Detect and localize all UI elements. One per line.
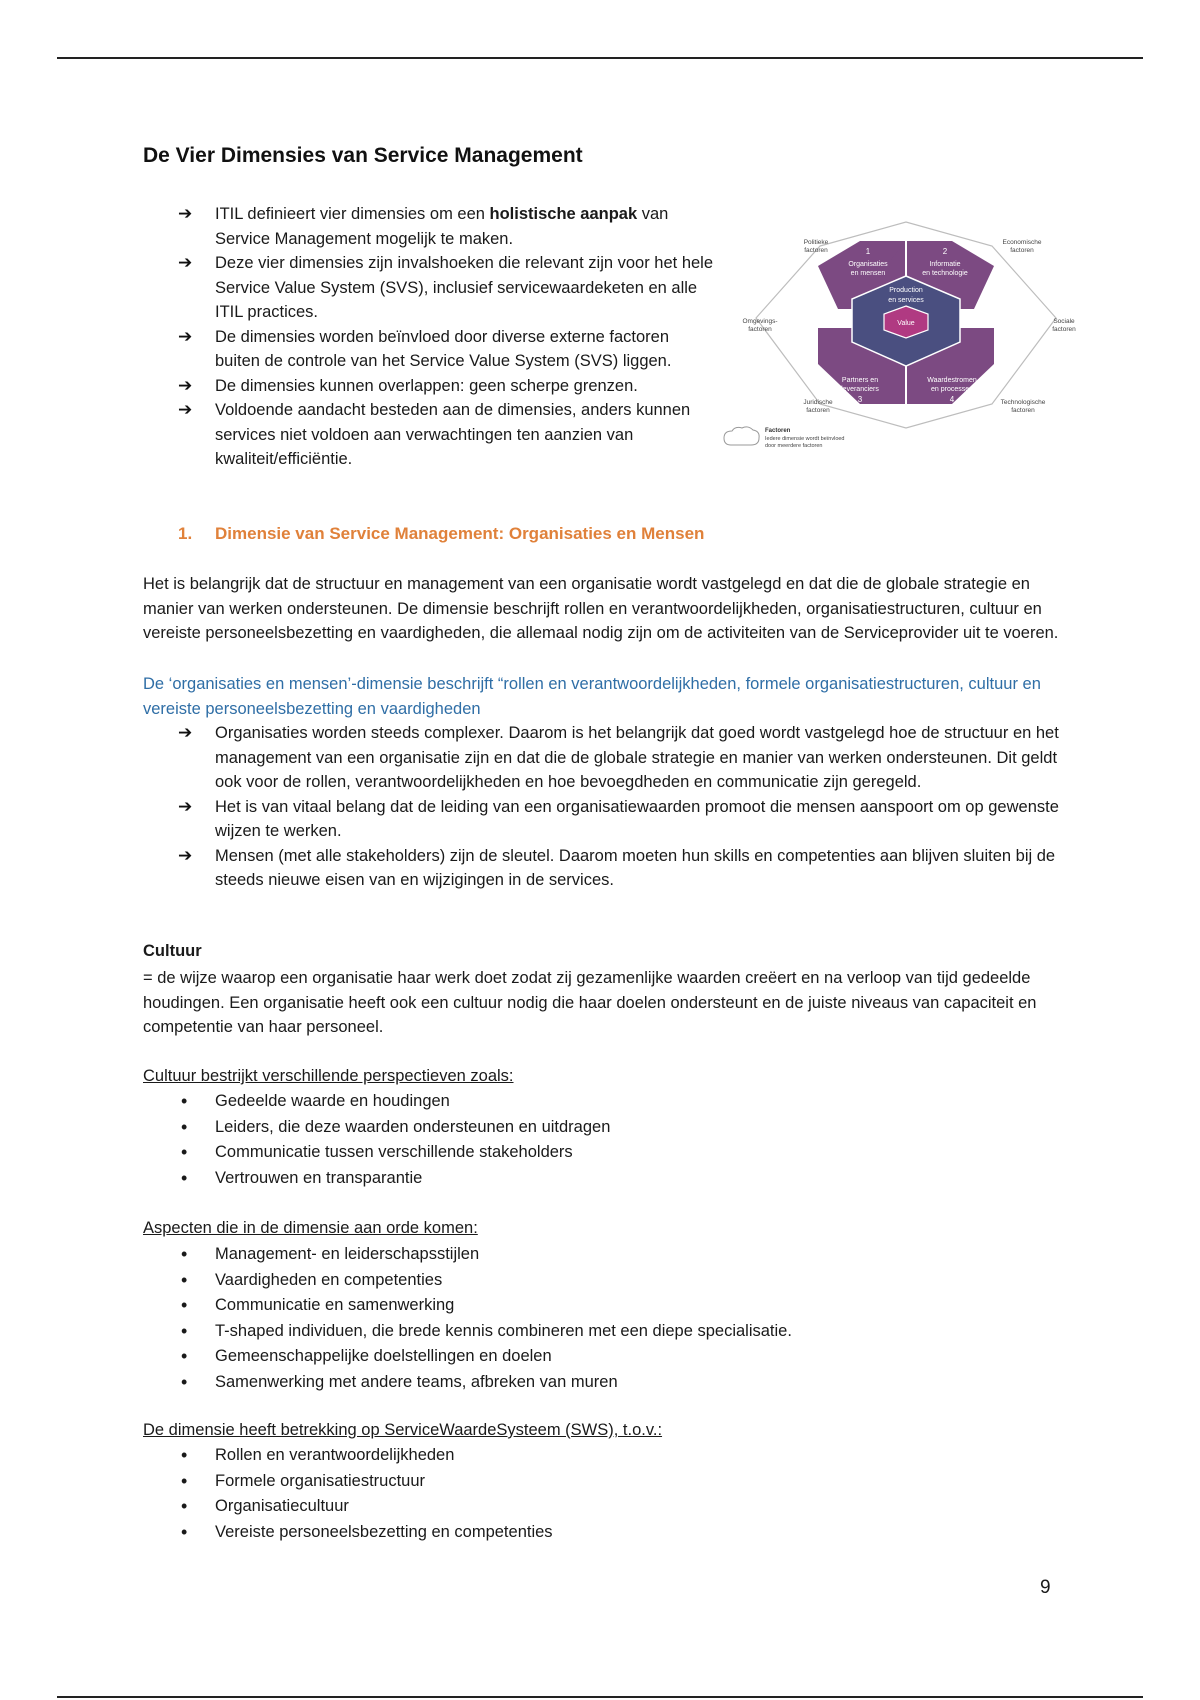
bullet-list bbox=[178, 1242, 1063, 1395]
center-label: Production bbox=[889, 287, 923, 294]
dimension-4-label: Waardestromen bbox=[927, 377, 977, 384]
list-item: • Communicatie tussen verschillende stakeholders bbox=[178, 1140, 1063, 1166]
arrow-right-icon: ➔ bbox=[178, 400, 193, 419]
arrow-right-icon: ➔ bbox=[178, 326, 193, 346]
factor-label: Juridische bbox=[803, 399, 833, 406]
list-item: ➔ Voldoende aandacht besteden aan de dimensies, anders kunnen services niet voldoen aan verwachtingen ten aanzien van kwaliteit/efficiëntie. bbox=[178, 400, 691, 468]
culture-definition: = de wijze waarop een organisatie haar werk doet zodat zij gezamenlijke waarden creëert en na verloop van tijd gedeelde houdingen. Een organisatie heeft ook een cultuur nodig die haar doelen ondersteunt en de juiste niveaus van capaciteit en competentie van haar personeel. bbox=[143, 969, 1037, 1036]
four-dimensions-svg bbox=[720, 214, 1092, 460]
list-item: ➔ ITIL definieert vier dimensies om een holistische aanpak van Service Management mogelijk te maken. bbox=[178, 204, 669, 248]
factor-label: Politieke bbox=[803, 239, 829, 246]
list-heading: Aspecten die in de dimensie aan orde komen: bbox=[143, 1219, 478, 1237]
list-item: • Organisatiecultuur bbox=[178, 1494, 1063, 1520]
bullet-list bbox=[178, 1089, 1063, 1191]
dimension-4-label: en processen bbox=[930, 386, 974, 393]
list-item: • Communicatie en samenwerking bbox=[178, 1293, 1063, 1319]
dimension-2-number: 2 bbox=[942, 247, 948, 256]
factor-label: factoren bbox=[804, 247, 828, 254]
list-item: • Leiders, die deze waarden ondersteunen en uitdragen bbox=[178, 1115, 1063, 1141]
list-item: ➔ Het is van vitaal belang dat de leiding van een organisatiewaarden promoot die mensen aanspoort om op gewenste wijzen te werken. bbox=[178, 796, 1059, 840]
factor-label: Omgevings- bbox=[742, 318, 778, 325]
list-item: ➔ De dimensies worden beïnvloed door diverse externe factoren buiten de controle van het Service Value System (SVS) liggen. bbox=[178, 326, 672, 370]
dimension-4-number: 4 bbox=[949, 395, 955, 404]
list-item: • Vereiste personeelsbezetting en competenties bbox=[178, 1520, 1063, 1546]
arrow-right-icon: ➔ bbox=[178, 723, 193, 742]
legend-text: door meerdere factoren bbox=[765, 443, 823, 449]
page-number: 9 bbox=[1040, 1577, 1051, 1598]
cloud-icon bbox=[724, 427, 759, 445]
list-item: • Vaardigheden en competenties bbox=[178, 1268, 1063, 1294]
dimension-1-number: 1 bbox=[865, 247, 871, 256]
dimension-1-label: Organisaties bbox=[848, 261, 888, 268]
arrow-right-icon: ➔ bbox=[178, 845, 193, 865]
dimension-3-number: 3 bbox=[857, 395, 863, 404]
legend-text: Iedere dimensie wordt beïnvloed bbox=[765, 436, 845, 442]
list-heading: Cultuur bestrijkt verschillende perspectieven zoals: bbox=[143, 1067, 514, 1085]
list-item: • Rollen en verantwoordelijkheden bbox=[178, 1443, 1063, 1469]
arrow-list bbox=[178, 721, 1063, 893]
arrow-right-icon: ➔ bbox=[178, 253, 193, 272]
list-item: • Vertrouwen en transparantie bbox=[178, 1166, 1063, 1192]
intro-list bbox=[178, 202, 718, 472]
dimension-2-label: Informatie bbox=[929, 261, 961, 268]
factor-label: factoren bbox=[748, 326, 772, 333]
value-label: Value bbox=[897, 320, 915, 327]
intro-paragraph: Het is belangrijk dat de structuur en management van een organisatie wordt vastgelegd en dat die de globale strategie en manier van werken ondersteunen. De dimensie beschrijft rollen en verantwoordelijkheden, organisatiestructuren, cultuur en vereiste personeelsbezetting en vaardigheden, die allemaal nodig zijn om de activiteiten van de Serviceprovider uit te voeren. bbox=[143, 575, 1059, 642]
arrow-right-icon: ➔ bbox=[178, 204, 193, 223]
factor-label: Economische bbox=[1002, 239, 1042, 246]
dimension-1-label: en mensen bbox=[850, 270, 886, 277]
list-item: ➔ Deze vier dimensies zijn invalshoeken die relevant zijn voor het hele Service Value System (SVS), inclusief servicewaardeketen en alle ITIL practices. bbox=[178, 253, 714, 321]
factor-label: factoren bbox=[806, 407, 830, 414]
page-title: De Vier Dimensies van Service Management bbox=[143, 144, 583, 167]
culture-title: Cultuur bbox=[143, 942, 202, 960]
factor-label: Sociale bbox=[1053, 318, 1075, 325]
quote-paragraph: De ‘organisaties en mensen’-dimensie beschrijft “rollen en verantwoordelijkheden, formele organisatiestructuren, cultuur en vereiste personeelsbezetting en vaardigheden bbox=[143, 675, 1041, 718]
factor-label: Technologische bbox=[1000, 399, 1046, 406]
list-item: • Gemeenschappelijke doelstellingen en doelen bbox=[178, 1344, 1063, 1370]
dimension-2-label: en technologie bbox=[922, 270, 968, 277]
four-dimensions-diagram bbox=[720, 214, 1092, 460]
list-item: • Management- en leiderschapsstijlen bbox=[178, 1242, 1063, 1268]
dimension-3-label: Partners en bbox=[841, 377, 879, 384]
center-label: en services bbox=[888, 297, 924, 304]
dimension-3-label: leveranciers bbox=[841, 386, 879, 393]
factor-label: factoren bbox=[1010, 247, 1034, 254]
list-heading: De dimensie heeft betrekking op ServiceWaardeSysteem (SWS), t.o.v.: bbox=[143, 1421, 663, 1439]
list-item: ➔ Organisaties worden steeds complexer. Daarom is het belangrijk dat goed wordt vastgelegd hoe de structuur en het management van een organisatie zijn en dat die de globale strategie en manier van werken ondersteunen. Dit geldt ook voor de rollen, verantwoordelijkheden en hoe bevoegdheden en communicatie zijn geregeld. bbox=[178, 723, 1059, 791]
bullet-list bbox=[178, 1443, 1063, 1545]
section-heading: 1. Dimensie van Service Management: Organisaties en Mensen bbox=[178, 524, 705, 543]
list-item: • Formele organisatiestructuur bbox=[178, 1469, 1063, 1495]
legend-title: Factoren bbox=[765, 428, 791, 434]
list-item: • T-shaped individuen, die brede kennis combineren met een diepe specialisatie. bbox=[178, 1319, 1063, 1345]
arrow-right-icon: ➔ bbox=[178, 375, 193, 395]
arrow-right-icon: ➔ bbox=[178, 796, 193, 816]
list-item: • Samenwerking met andere teams, afbreken van muren bbox=[178, 1370, 1063, 1396]
list-item: ➔ De dimensies kunnen overlappen: geen scherpe grenzen. bbox=[178, 374, 718, 399]
header-rule bbox=[57, 57, 1143, 59]
factor-label: factoren bbox=[1052, 326, 1076, 333]
footer-rule bbox=[57, 1696, 1143, 1698]
factor-label: factoren bbox=[1011, 407, 1035, 414]
list-item: ➔ Mensen (met alle stakeholders) zijn de sleutel. Daarom moeten hun skills en competenties aan blijven sluiten bij de steeds nieuwe eisen van en wijzigingen in de services. bbox=[178, 845, 1056, 889]
list-item: • Gedeelde waarde en houdingen bbox=[178, 1089, 1063, 1115]
